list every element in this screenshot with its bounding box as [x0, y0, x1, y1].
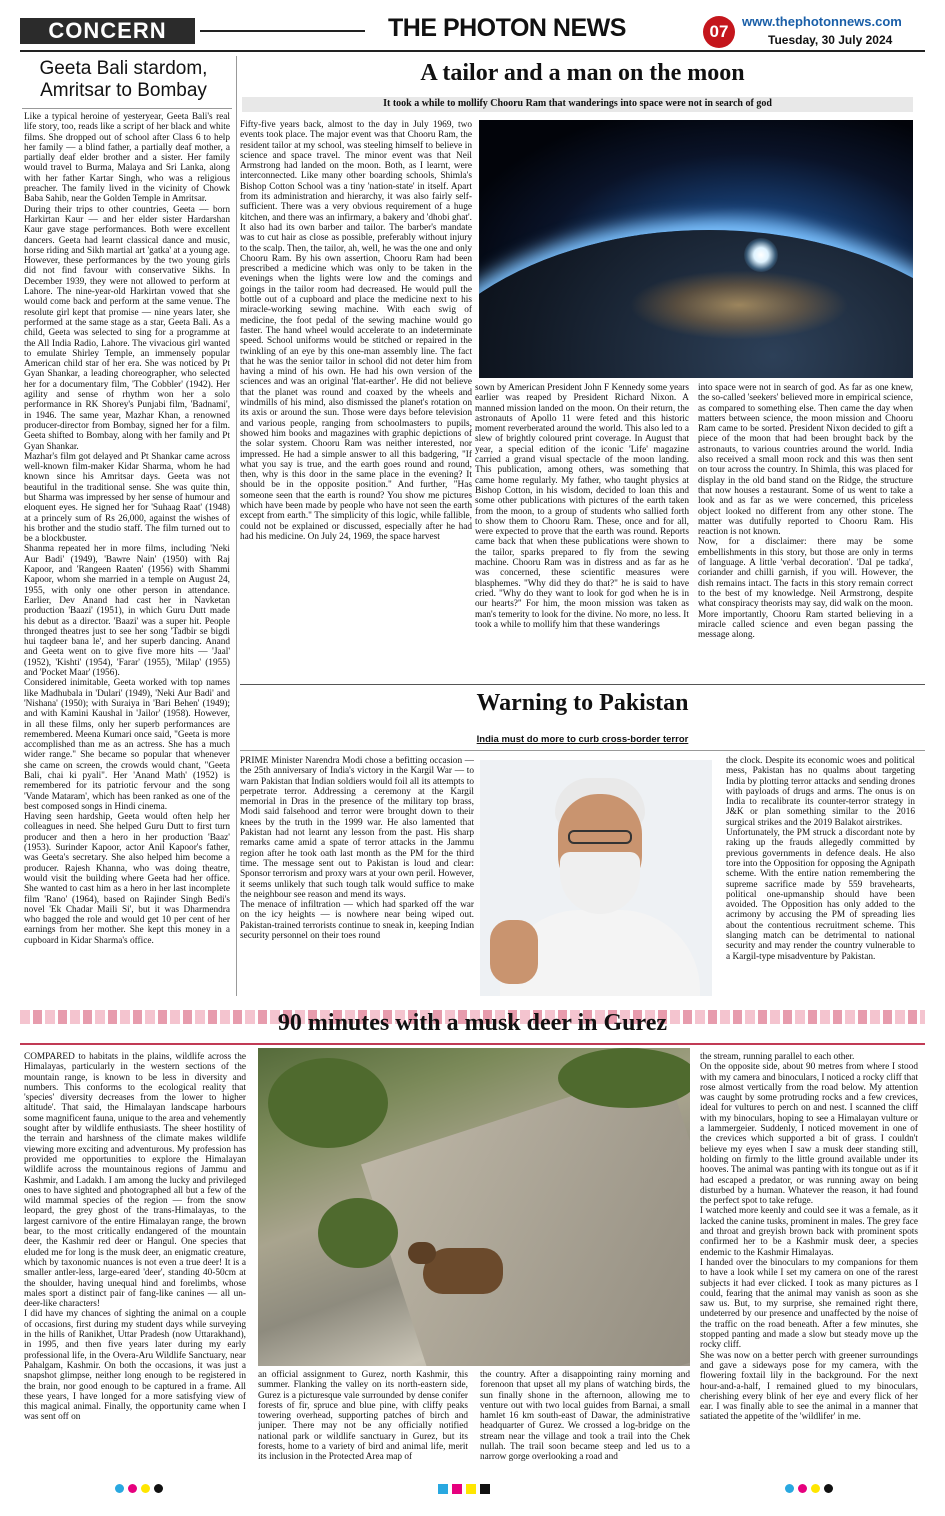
pakistan-headline: Warning to Pakistan — [476, 690, 689, 716]
sidebar-paragraph: During their trips to other countries, Geeta — born Harkirtan Kaur — and her elder sister Hardarshan Kaur gave stage performances. Both were excellent dancers. Geeta had learnt classical dance and music, horse riding and Sikh martial art 'gatka' at a young age. However, these performances by the two young girls did not find favour with conservative Sikhs. In December 1939, they were not allowed to perform at Lahore. The nine-year-old Harkirtan vowed that she would come back and perform at the same venue. The resolute girl kept that promise — nine years later, she performed at the same stage as a star, Geeta Bali. As a child, Geeta was selected to sing for a programme at the All India Radio, Lahore. The vivacious girl wanted to emulate Shirley Temple, an immensely popular American child star of her era. She was noticed by Pt Gyan Shankar, a leading choreographer, who selected her for a documentary film, 'The Cobbler' (1942). Her agility and sense of rhythm won her a solo performance in RK Shorey's Punjabi film, 'Badnami', in 1946. The same year, Mazhar Khan, a renowned producer-director from Bombay, signed her for a film. Geeta shifted to Bombay, along with her family and Pt Gyan Shankar. — [24, 204, 230, 452]
pakistan-column-1 — [240, 756, 474, 998]
tailor-paragraph: Fifty-five years back, almost to the day in July 1969, two events took place. The major event was that Chooru Ram, the resident tailor at my school, was steeling himself to believe in science and space travel. The minor event was that Neil Armstrong had landed on the moon. Both, as I learnt, were interconnected. Like many other boarding schools, Shimla's Bishop Cotton School was a tiny 'nation-state' in itself. Apart from its administration and hierarchy, it was also fairly self-sufficient. There was a very obvious requirement of a huge kitchen, and there was an infirmary, a bakery and 'dhobi ghat'. It also had its own barber and tailor. The barber's mandate was to cut hair as close as possible, preferably without injury to the scalp. Then, the tailor, ah, well, he was the one and only Chooru Ram. By his own assertion, Chooru Ram had been prescribed a medicine which was only to be taken in the evenings when the lights were low and the comings and goings in the tailor room had decreased. He would pull the bottle out of a cupboard and place the medicine next to his miracle-working sewing machine. With each swig of medicine, the foot pedal of the sewing machine would go faster. The hand wheel would accelerate to an indeterminate speed. School uniforms would be stitched or repaired in the twinkling of an eye by this one-man assembly line. The fact that he was the senior tailor in school did not deter him from having a mind of his own. He had his own version of the sciences and was an original 'flat-earther'. He did not believe that the planet was round and coaxed by the wheels and windmills of his mind, also dismissed the planet's rotation on its axis or around the sun. Those were days before television and various people, ranging from schoolmasters to pupils, showed him books and magazines with graphic depictions of the solar system. Chooru Ram was neither interested, nor impressed. He had a simple answer to all this badgering, "If what you say is true, and the earth goes round and round, then, why is this door in the same place in the evening? It should be in the opposite position." And further, "Has someone seen that the earth is round? You show me pictures which have been made by people who have not seen the earth except from earth." The simplicity of this logic, while fallible, could not be explained or discussed, especially after he had had his medicine. On July 24, 1969, the space harvest — [240, 120, 472, 542]
musk-deer-column-3 — [480, 1370, 690, 1482]
photo-rock-face — [361, 1066, 690, 1366]
musk-deer-headline: 90 minutes with a musk deer in Gurez — [277, 1010, 668, 1036]
earth-from-space-photo — [479, 120, 913, 378]
sidebar-paragraph: Mazhar's film got delayed and Pt Shankar came across well-known film-maker Kidar Sharma, whom he had known since his Amritsar days. Geeta was not beautiful in the traditional sense. She was quite thin, but Sharma was impressed by her sense of humour and eloquent eyes. He signed her for 'Suhaag Raat' (1948) at a princely sum of Rs 26,000, against the wishes of his brother and the studio staff. The film turned out to be a blockbuster. — [24, 451, 230, 545]
sidebar-divider — [236, 56, 237, 996]
sidebar-headline-line1: Geeta Bali stardom, — [39, 58, 208, 79]
musk-deer-paragraph: I handed over the binoculars to my companions for them to have a look while I set my camera on one of the rarest subjects it had ever clicked. I took as many pictures as I could, fearing that the animal may vanish as soon as she saw us. But, to my surprise, she remained right there, undeterred by our presence and unaffected by the noise of the traffic on the road beneath. After a few minutes, she stopped panting and made a slow but steady move up the rocky cliff. — [700, 1257, 918, 1351]
musk-deer-paragraph: COMPARED to habitats in the plains, wildlife across the Himalayas, particularly in the western sections of the mountain range, is known to be less in diversity and numbers. This conforms to the ecological reality that 'species' diversity decreases from the lower to higher altitude'. That said, the Himalayan landscape harbours some magnificent fauna, unique to the area and vehemently sought after by wildlife enthusiasts. The sheer hostility of the terrain and harshness of the climate makes wildlife viewing more exciting and adventurous. My profession has provided me opportunities to explore the Himalayan wildlife across the mountainous regions of Jammu and Kashmir, and Ladakh. I am among the lucky and privileged ones to have sighted and photographed all but a few of the wild mammal species of the region — from the snow leopard, the grey ghost of the trans-Himalayas, to the largest carnivore of the entire Himalayan range, the brown bear, to the most critically endangered of the mountain deer, the Kashmir red deer or Hangul. One species that eluded me for long is the musk deer, an enigmatic creature, which by taxonomic nuances is not even a true deer! It is a smaller antler-less, large-eared 'deer', standing 40-50cm at the shoulder, having unequal hind and forelimbs, whose males sport a distinct pair of fang-like canines — all un-deer-like characters! — [24, 1052, 246, 1310]
header-rule — [200, 30, 365, 32]
musk-deer-paragraph: I watched more keenly and could see it was a female, as it lacked the canine tusks, prominent in males. The grey face and throat and greyish brown back with prominent spots confirmed her to be a Kashmir musk deer, a species endemic to the Kashmir Himalayas. — [700, 1206, 918, 1258]
musk-deer-paragraph: I did have my chances of sighting the animal on a couple of occasions, first during my student days while surveying in the hills of Ranikhet, Uttar Pradesh (now Uttarakhand), in 1995, and then five years later during my early professional life, in the Overa-Aru Wildlife Sanctuary, near Pahalgam, Kashmir. On both the occasions, it was just a snapshot glimpse, neither long enough to be registered in the brain, nor good enough to be captured in a frame. All these years, I have longed for a more satisfying view of this magical animal. Finally, the opportunity came when I was sent off on — [24, 1309, 246, 1423]
magenta-square — [452, 1484, 462, 1494]
sidebar-paragraph: Shanma repeated her in more films, including 'Neki Aur Badi' (1949), 'Bawre Nain' (1950) with Raj Kapoor, and 'Rangeen Raaten' (1956) with Shammi Kapoor, whom she married in a temple on August 24, 1955, with only one other person in attendance. Earlier, Dev Anand had cast her in Navketan production 'Baazi' (1951), in which Guru Dutt made his debut as a director. 'Baazi' was a super hit. People thronged theatres just to see her song 'Tadbir se bigdi hui taqdeer bana le', and her superb dancing. Anand and Geeta went on to give five more hits — 'Jaal' (1952), 'Kishti' (1954), 'Farar' (1955), 'Milap' (1955) and 'Pocket Maar' (1956). — [24, 544, 230, 679]
section-tag: CONCERN — [20, 18, 195, 44]
tailor-headline: A tailor and a man on the moon — [420, 60, 745, 86]
pakistan-paragraph: the clock. Despite its economic woes and political mess, Pakistan has no qualms about targeting India by plotting terror attacks and sending drones with payloads of drugs and arms. The onus is on India to recalibrate its counter-terror strategy in J&K or plan something similar to the 2016 surgical strikes and the 2019 Balakot airstrikes. — [726, 756, 915, 828]
registration-marks-right — [785, 1484, 833, 1498]
musk-deer-column-4 — [700, 1052, 918, 1482]
tailor-paragraph: Now, for a disclaimer: there may be some embellishments in this story, but those are only in terms of language. A little 'verbal decoration'. 'Dal pe tadka', coriander and chilli garnish, if you will. However, the dish remains intact. The facts in this story remain correct to the best of my knowledge. Neil Armstrong, despite what conspiracy theorists may say, did walk on the moon. More importantly, Chooru Ram started believing in a miracle called science and even began passing the message along. — [698, 537, 913, 641]
musk-deer-title-rule — [20, 1043, 925, 1045]
masthead[interactable]: THE PHOTON NEWS — [388, 14, 626, 42]
magenta-dot — [128, 1484, 137, 1493]
sidebar-headline-line2: Amritsar to Bombay — [40, 80, 207, 101]
black-square — [480, 1484, 490, 1494]
tailor-column-3 — [698, 383, 913, 681]
yellow-square — [466, 1484, 476, 1494]
issue-date: Tuesday, 30 July 2024 — [768, 33, 893, 47]
sidebar-article-body — [24, 112, 230, 994]
prime-minister-photo — [480, 760, 712, 996]
photo-beard-shape — [560, 852, 640, 914]
pakistan-deck: India must do more to curb cross-border terror — [476, 734, 689, 745]
tailor-paragraph: sown by American President John F Kennedy some years earlier was reaped by President Richard Nixon. A manned mission landed on the moon. On their return, the astronauts of Apollo 11 were feted and this historic moment reverberated around the world. This also led to a slew of brightly coloured print coverage. In August that year, a special edition of the iconic 'Life' magazine carried a grand visual spectacle of the moon landing. This publication, among others, was something that came home regularly. My father, who taught physics at Bishop Cotton, in his wisdom, decided to loan this and some other publications with pictures of the earth taken from the moon, to a group of students who sallied forth to show them to Chooru Ram. These, once and for all, were expected to prove that the earth was round. Reports came back that when these publications were shown to the tailor, sparks prepared to fly from the sewing machine. Chooru Ram was in distress and as far as he was concerned, these scientific measures were blasphemes. "Why did they do that?" he is said to have cried. "Why do they want to look for god when he is in our hearts?" For him, the moon mission was taken as man's temerity to look for the divine. No more, no less. It took a while to mollify him that these wanderings — [475, 383, 689, 630]
city-lights-glow — [629, 270, 849, 340]
musk-deer-column-2 — [258, 1370, 468, 1482]
cyan-dot — [785, 1484, 794, 1493]
musk-deer-paragraph: She was now on a better perch with greener surroundings and gave a sideways pose for my camera, with the flowering foxtail lily in the background. For the next hour-and-a-half, I remained glued to my binoculars, cherishing every blink of her eye and every flick of her ear. I was finally able to see the animal in a manner that satiated the appetite of the 'wildlifer' in me. — [700, 1350, 918, 1423]
musk-deer-column-1 — [24, 1052, 246, 1482]
website-link[interactable]: www.thephotonnews.com — [742, 14, 902, 29]
sidebar-paragraph: Considered inimitable, Geeta worked with top names like Madhubala in 'Dulari' (1949), 'Neki Aur Badi' and 'Nishana' (1950); with Suraiya in 'Bari Behen' (1949); and with Kamini Kaushal in 'Jailor' (1958). However, in all these films, only her superb performances are remembered. Meena Kumari once said, "Geeta is more accomplished than me as an actress. She has a much wider range." She became so popular that whenever she came on screen, the crowds would chant, "Geeta Bali, chai ki pyali". Her 'Anand Math' (1952) is remembered for its patriotic fervour and the song 'Vande Mataram', which has been ranked as one of the best composed songs in Hindi cinema. — [24, 678, 230, 812]
magenta-dot — [798, 1484, 807, 1493]
musk-deer-paragraph: the country. After a disappointing rainy morning and forenoon that upset all my plans of watching birds, the sun finally shone in the afternoon, allowing me to venture out with two local guides from Barnai, a small hamlet 16 km south-east of Dawar, the administrative headquarter of Gurez. We crossed a log-bridge on the stream near the village and took a trail into the Chek nullah. The trail soon became steep and led us to a narrow gorge overlooking a road and — [480, 1370, 690, 1463]
sidebar-headline — [26, 58, 221, 102]
cyan-square — [438, 1484, 448, 1494]
photo-glasses-shape — [568, 830, 632, 844]
photo-vegetation — [318, 1198, 398, 1268]
yellow-dot — [141, 1484, 150, 1493]
cyan-dot — [115, 1484, 124, 1493]
sidebar-title-rule — [22, 108, 232, 109]
pakistan-paragraph: Unfortunately, the PM struck a discordant note by raking up the frauds allegedly committed by previous governments in defence deals. He also tore into the Opposition for opposing the Agnipath scheme. With the entire nation remembering the supreme sacrifice made by 559 bravehearts, political one-upmanship should have been avoided. The Opposition has only added to the acrimony by accusing the PM of spreading lies about the contentious recruitment scheme. This slanging match can be detrimental to national security and may render the country vulnerable to a Kargil-type misadventure by Pakistan. — [726, 828, 915, 962]
tailor-deck: It took a while to mollify Chooru Ram that wanderings into space were not in search of god — [383, 98, 772, 109]
musk-deer-paragraph: an official assignment to Gurez, north Kashmir, this summer. Flanking the valley on its north-eastern side, Gurez is a picturesque vale surrounded by dense conifer forests of fir, spruce and blue pine, with cliffy peaks towering overhead, supporting patches of birch and juniper. There may not be any officially notified national park or wildlife sanctuary in Gurez, but its forests, home to a variety of bird and animal life, merit its inclusion in the Protected Area map of — [258, 1370, 468, 1463]
tailor-column-1 — [240, 120, 472, 680]
pakistan-paragraph: The menace of infiltration — which had sparked off the war on the icy heights — is nowhere near being wiped out. Pakistan-trained terrorists continue to sneak in, keeping Indian security personnel on their toes round — [240, 900, 474, 942]
pakistan-column-2 — [726, 756, 915, 998]
photo-vegetation — [268, 1058, 388, 1148]
pakistan-deck-rule — [240, 750, 925, 751]
sunrise-glare — [744, 238, 778, 272]
registration-marks-left — [115, 1484, 163, 1498]
photo-hand-shape — [490, 920, 538, 984]
page-number-badge: 07 — [703, 16, 735, 48]
sidebar-paragraph: Like a typical heroine of yesteryear, Geeta Bali's real life story, too, reads like a script of her black and white films. She dropped out of school after Class 6 to help her family — a blind father, a partially deaf mother, a partially deaf elder brother and a sister. Her family would travel to Burma, Malaya and Sri Lanka, along with her father Kartar Singh, who was a religious preacher. The family lived in the vicinity of Chowk Baba Sahib, near the Golden Temple in Amritsar. — [24, 112, 230, 205]
black-dot — [154, 1484, 163, 1493]
sidebar-paragraph: Having seen hardship, Geeta would often help her colleagues in need. She helped Guru Dutt to first turn producer and then a hero in her production 'Baaz' (1953). Surinder Kapoor, actor Anil Kapoor's father, was Geeta's secretary. She also helped him become a producer. Rajesh Khanna, who was doing theatre, would visit the building where Geeta had her office. She wanted to cast him as a hero in her last incomplete film 'Rano' (1964), based on Rajinder Singh Bedi's novel 'Ek Chadar Maili Si', but it was Dharmendra who bagged the role and would get 10 per cent of her earnings from her mother. She kept this money in a cupboard in Kidar Sharma's office. — [24, 812, 230, 946]
photo-deer-head — [408, 1242, 436, 1264]
musk-deer-photo — [258, 1048, 690, 1366]
header-divider — [20, 50, 925, 52]
yellow-dot — [811, 1484, 820, 1493]
tailor-column-2 — [475, 383, 689, 681]
tailor-bottom-rule — [240, 684, 925, 685]
tailor-paragraph: into space were not in search of god. As far as one knew, the so-called 'seekers' believed more in empirical science, as compared to something else. Then came the day when matters between science, the moon mission and Chooru Ram came to be sorted. President Nixon decided to gift a piece of the moon that had been brought back by the astronauts, to various countries around the world. India also received a small moon rock and this was then sent on tour across the country. In Shimla, this was placed for display in the old band stand on the Ridge, the structure that now houses a restaurant. Some of us went to take a look and as far as we were concerned, this priceless object looked no different from any other stone. The matter was dutifully reported to Chooru Ram. His reaction is not known. — [698, 383, 913, 538]
registration-marks-center — [438, 1484, 490, 1498]
pakistan-paragraph: PRIME Minister Narendra Modi chose a befitting occasion — the 25th anniversary of India's victory in the Kargil War — to warn Pakistan that Indian soldiers would foil all its attempts to perpetrate terror. Addressing a ceremony at the Kargil memorial in Dras in the presence of the military top brass, Modi said falsehood and terror were brought down to their knees by the truth in the 1999 war. He also lamented that Pakistan had not learnt any lesson from the past. His sharp remarks came amid a spate of terror attacks in the Jammu region after he took oath last month as the PM for the third time. The message sent out to Pakistan is loud and clear: Sponsor terrorism and proxy wars at your own peril. However, it seems unlikely that such tough talk would suffice to make the neighbour see reason and mend its ways. — [240, 756, 474, 900]
black-dot — [824, 1484, 833, 1493]
musk-deer-paragraph: On the opposite side, about 90 metres from where I stood with my camera and binoculars, I noticed a rocky cliff that rose almost vertically from the road below. My attention was caught by some protruding rocks and a few crevices, ideal for vultures to perch on and nest. I scanned the cliff with my binoculars, hoping to see a Himalayan vulture or a lammergeier. Suddenly, I noticed movement in one of the crevices which supported a bit of grass. I couldn't believe my eyes when I saw a musk deer standing still, holding on firmly to the little ground available under its hooves. The animal was panting with its tongue out as if it had escaped a predator, or was running away on being disturbed by a human. Whatever the reason, it had found the perfect spot to take refuge. — [700, 1062, 918, 1207]
musk-deer-paragraph: the stream, running parallel to each other. — [700, 1052, 855, 1062]
photo-vegetation — [558, 1048, 690, 1108]
